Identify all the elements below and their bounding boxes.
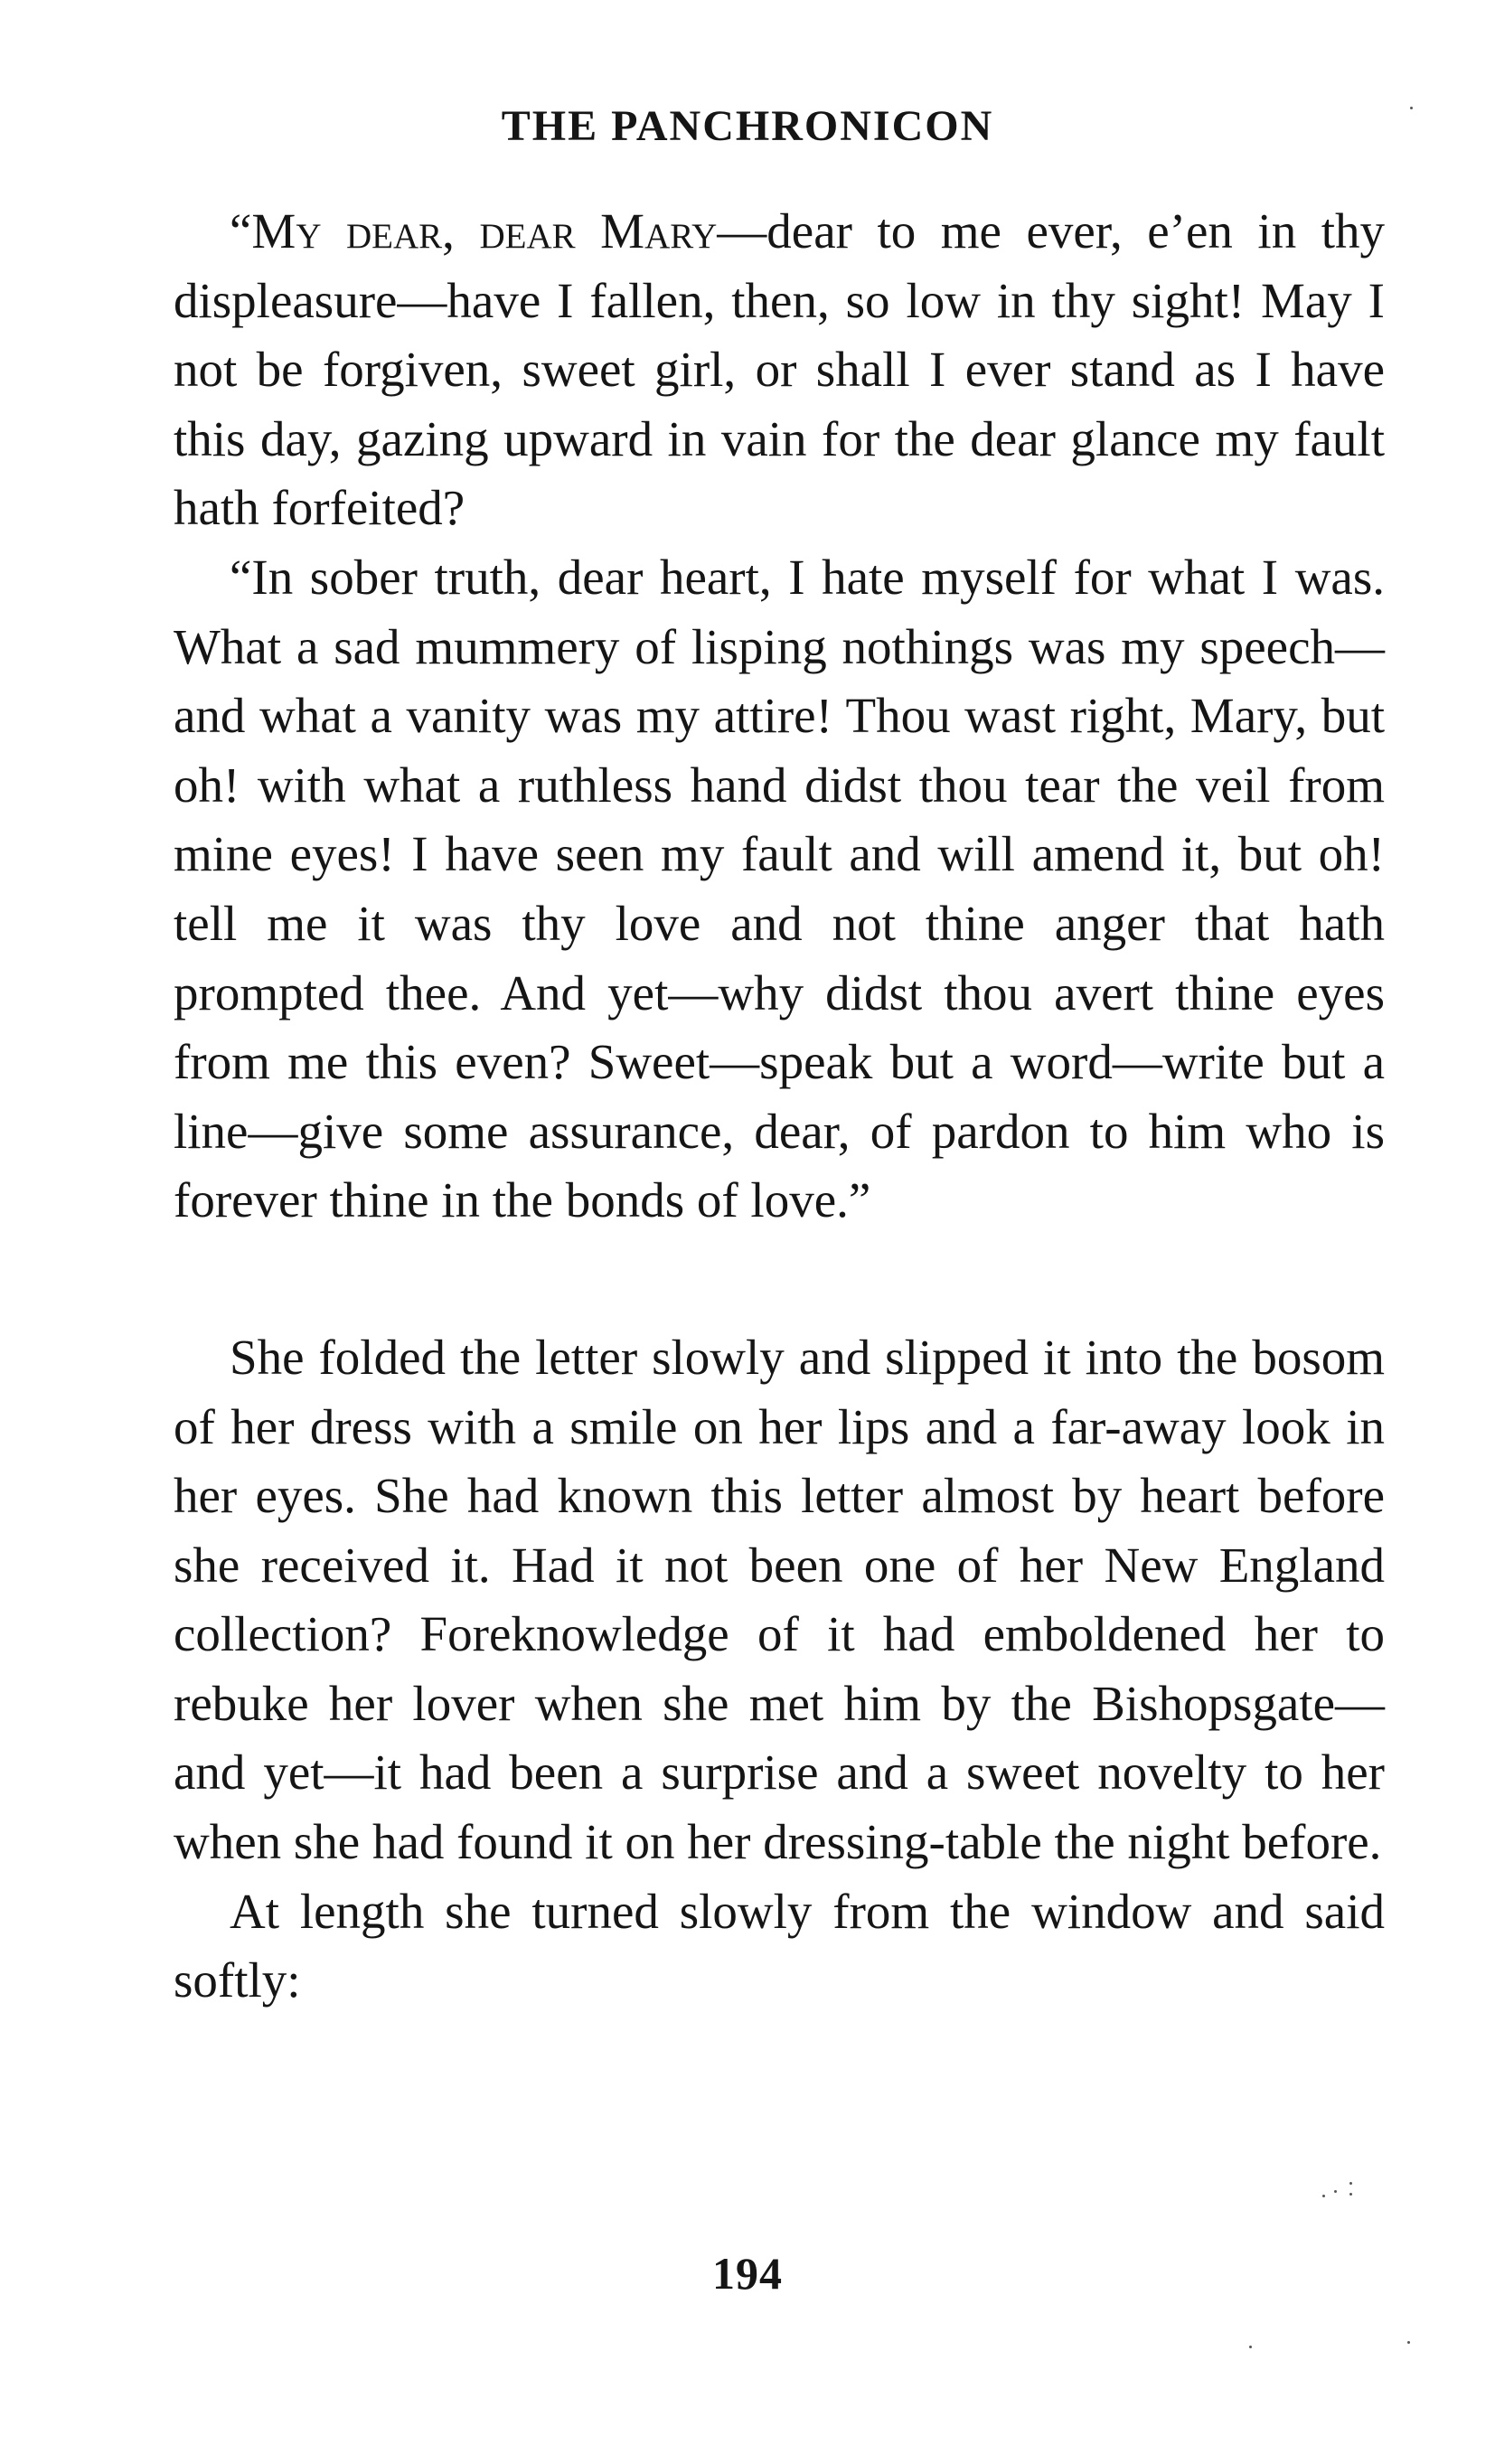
scan-speck	[1407, 2341, 1410, 2344]
page-body	[174, 197, 1385, 2016]
narrative-paragraph-1: She folded the letter slowly and slipped it into the bosom of her dress with a smile on her lips and a far-away look in her eyes. She had known this letter almost by heart before she received it. Had it not been one of her New England collection? Foreknowledge of it had emboldened her to rebuke her lover when she met him by the Bishopsgate—and yet—it had been a surprise and a sweet novelty to her when she had found it on her dressing-table the night before.	[174, 1329, 1385, 1870]
scan-speck	[1410, 107, 1413, 109]
narrative-paragraph-2: At length she turned slowly from the window and said softly:	[174, 1883, 1385, 2008]
page-number: 194	[712, 2248, 783, 2299]
scan-speck	[1349, 2193, 1352, 2196]
letter-paragraph-2: “In sober truth, dear heart, I hate myself for what I was. What a sad mummery of lisping nothings was my speech—and what a vanity was my attire! Thou wast right, Mary, but oh! with what a ruthless hand didst thou tear the veil from mine eyes! I have seen my fault and will amend it, but oh! tell me it was thy love and not thine anger that hath prompted thee. And yet—why didst thou avert thine eyes from me this even? Sweet—speak but a word—write but a line—give some assurance, dear, of pardon to him who is forever thine in the bonds of love.”	[174, 549, 1385, 1228]
scan-speck	[1349, 2182, 1352, 2185]
scan-speck	[1322, 2195, 1325, 2197]
letter-salutation: “My dear, dear Mary	[230, 203, 718, 259]
scan-speck	[1334, 2190, 1337, 2193]
letter-paragraph-1-text: —dear to me ever, e’en in thy displeasure—have I fallen, then, so low in thy sight! May I not be forgiven, sweet girl, or shall I ever stand as I have this day, gazing upward in vain for the dear glance my fault hath forfeited?	[174, 203, 1386, 536]
scan-speck	[1249, 2346, 1252, 2348]
section-break	[174, 1236, 1385, 1323]
letter-paragraph-1	[174, 197, 1385, 543]
running-head: THE PANCHRONICON	[501, 102, 994, 150]
